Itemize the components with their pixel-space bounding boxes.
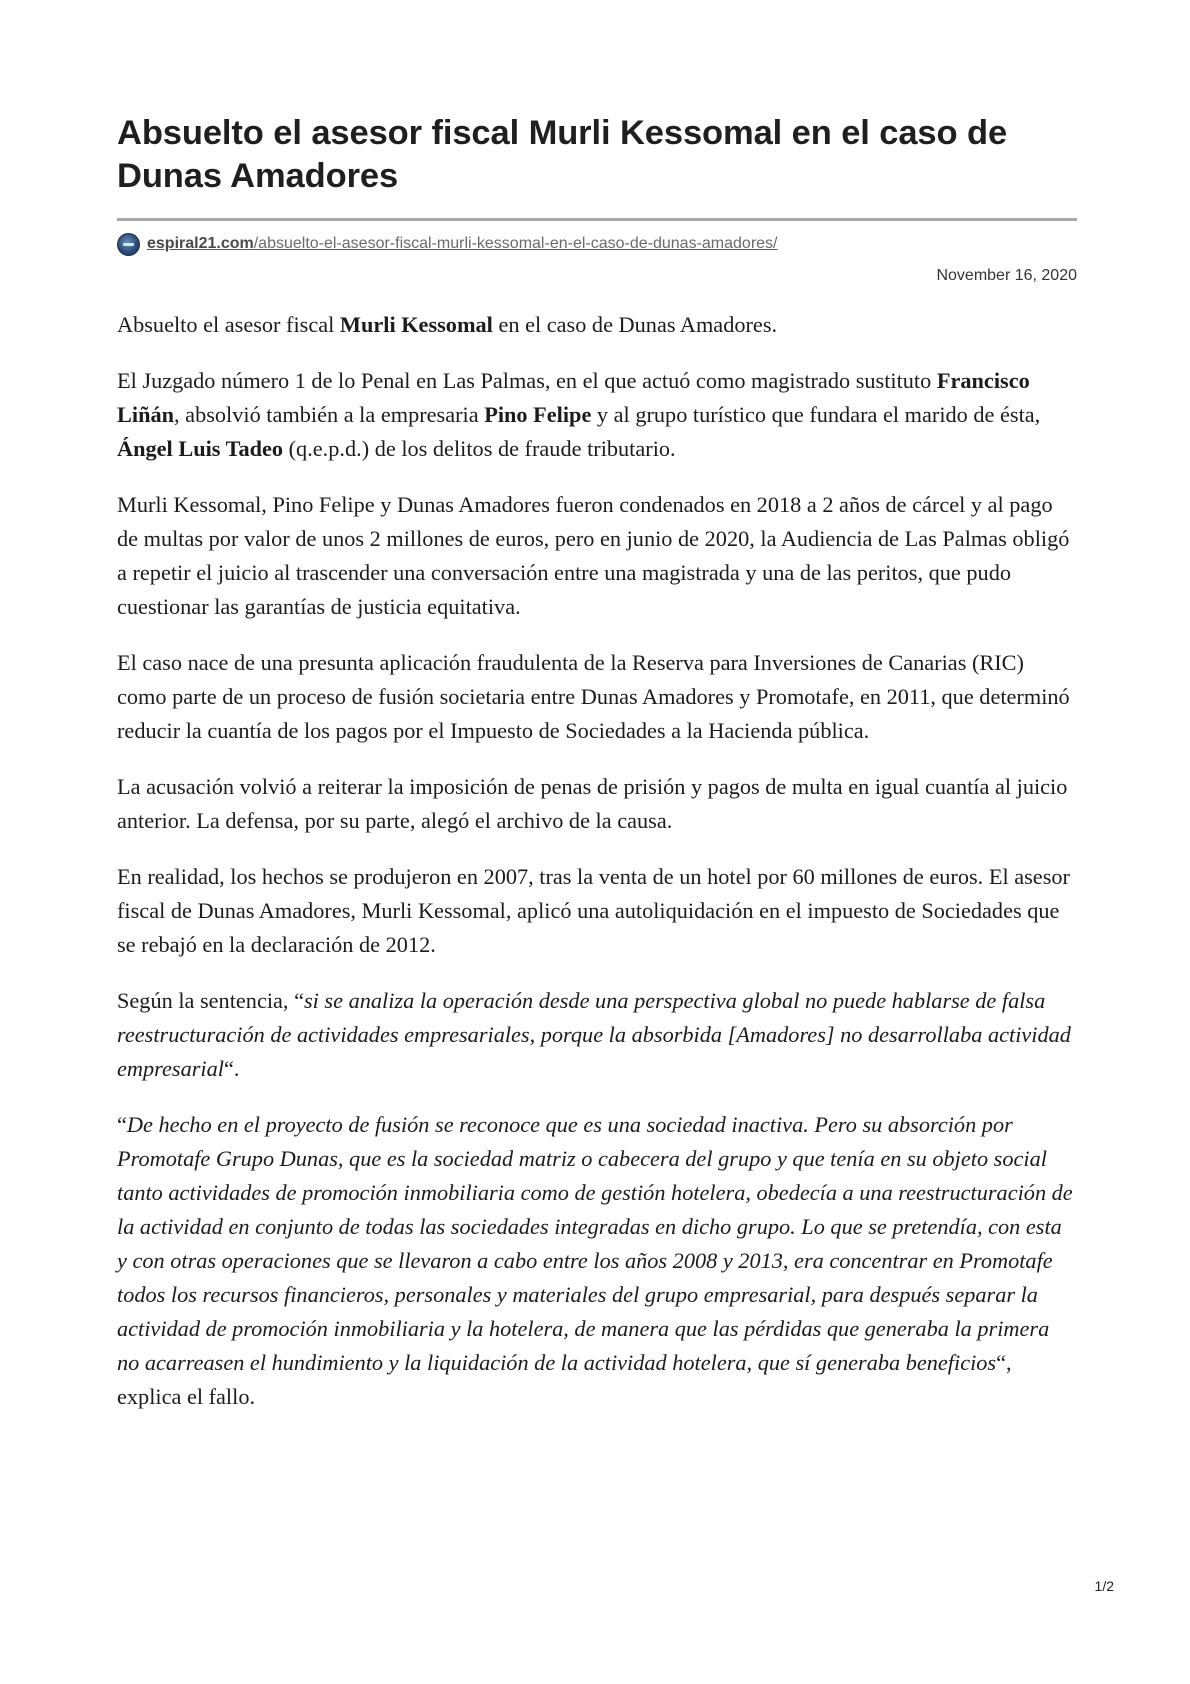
person-name: Pino Felipe <box>484 402 592 427</box>
text-run: Según la sentencia, “ <box>117 988 304 1013</box>
title-divider <box>117 218 1077 221</box>
paragraph-5: La acusación volvió a reiterar la imposición de penas de prisión y pagos de multa en igual cuantía al juicio anterior. La defensa, por su parte, alegó el archivo de la causa. <box>117 774 1068 833</box>
text-run: El Juzgado número 1 de lo Penal en Las Palmas, en el que actuó como magistrado sustituto <box>117 368 937 393</box>
text-run: (q.e.p.d.) de los delitos de fraude tributario. <box>283 436 676 461</box>
text-run: en el caso de Dunas Amadores. <box>492 312 778 337</box>
paragraph-6: En realidad, los hechos se produjeron en 2007, tras la venta de un hotel por 60 millones de euros. El asesor fiscal de Dunas Amadores, Murli Kessomal, aplicó una autoliquidación en el impuesto de Sociedades que se rebajó en la declaración de 2012. <box>117 864 1070 957</box>
person-name: Murli Kessomal <box>339 312 493 337</box>
paragraph-8 <box>117 1108 1077 1414</box>
article-title: Absuelto el asesor fiscal Murli Kessomal en el caso de Dunas Amadores <box>117 114 1008 195</box>
source-path[interactable]: /absuelto-el-asesor-fiscal-murli-kessomal-en-el-caso-de-dunas-amadores/ <box>253 235 778 252</box>
person-name: Ángel Luis Tadeo <box>117 436 284 461</box>
publish-date: November 16, 2020 <box>936 267 1077 284</box>
article-page <box>117 112 1077 1436</box>
site-favicon-icon <box>117 233 140 256</box>
page-number: 1/2 <box>1094 1578 1114 1594</box>
quote-text: De hecho en el proyecto de fusión se reconoce que es una sociedad inactiva. Pero su absorción por Promotafe Grupo Dunas, que es la sociedad matriz o cabecera del grupo y que tenía en su objeto social tanto actividades de promoción inmobiliaria como de gestión hotelera, obedecía a una reestructuración de la actividad en conjunto de todas las sociedades integradas en dicho grupo. Lo que se pretendía, con esta y con otras operaciones que se llevaron a cabo entre los años 2008 y 2013, era concentrar en Promotafe todos los recursos financieros, personales y materiales del grupo empresarial, para después separar la actividad de promoción inmobiliaria y la hotelera, de manera que las pérdidas que generaba la primera no acarreasen el hundimiento y la liquidación de la actividad hotelera, que sí generaba beneficios <box>117 1112 1073 1375</box>
paragraph-7 <box>117 984 1077 1086</box>
text-run: “, explica el fallo. <box>117 1350 1012 1409</box>
paragraph-3: Murli Kessomal, Pino Felipe y Dunas Amadores fueron condenados en 2018 a 2 años de cárcel y al pago de multas por valor de unos 2 millones de euros, pero en junio de 2020, la Audiencia de Las Palmas obligó a repetir el juicio al trascender una conversación entre una magistrada y una de las peritos, que pudo cuestionar las garantías de justicia equitativa. <box>117 492 1070 619</box>
source-line <box>117 231 1077 257</box>
text-run: y al grupo turístico que fundara el marido de ésta, <box>591 402 1041 427</box>
paragraph-4: El caso nace de una presunta aplicación fraudulenta de la Reserva para Inversiones de Canarias (RIC) como parte de un proceso de fusión societaria entre Dunas Amadores y Promotafe, en 2011, que determinó reducir la cuantía de los pagos por el Impuesto de Sociedades a la Hacienda pública. <box>117 650 1070 743</box>
paragraph-1 <box>117 308 1077 342</box>
source-link[interactable] <box>147 235 777 253</box>
quote-text: si se analiza la operación desde una perspectiva global no puede hablarse de falsa reestructuración de actividades empresariales, porque la absorbida [Amadores] no desarrollaba actividad empresarial <box>117 988 1071 1081</box>
text-run: “. <box>223 1056 240 1081</box>
text-run: “ <box>117 1112 127 1137</box>
text-run: Absuelto el asesor fiscal <box>117 312 340 337</box>
text-run: , absolvió también a la empresaria <box>174 402 485 427</box>
person-name: Francisco Liñán <box>117 368 1030 427</box>
article-body <box>117 308 1077 1414</box>
paragraph-2 <box>117 364 1077 466</box>
source-domain[interactable]: espiral21.com <box>147 235 254 252</box>
